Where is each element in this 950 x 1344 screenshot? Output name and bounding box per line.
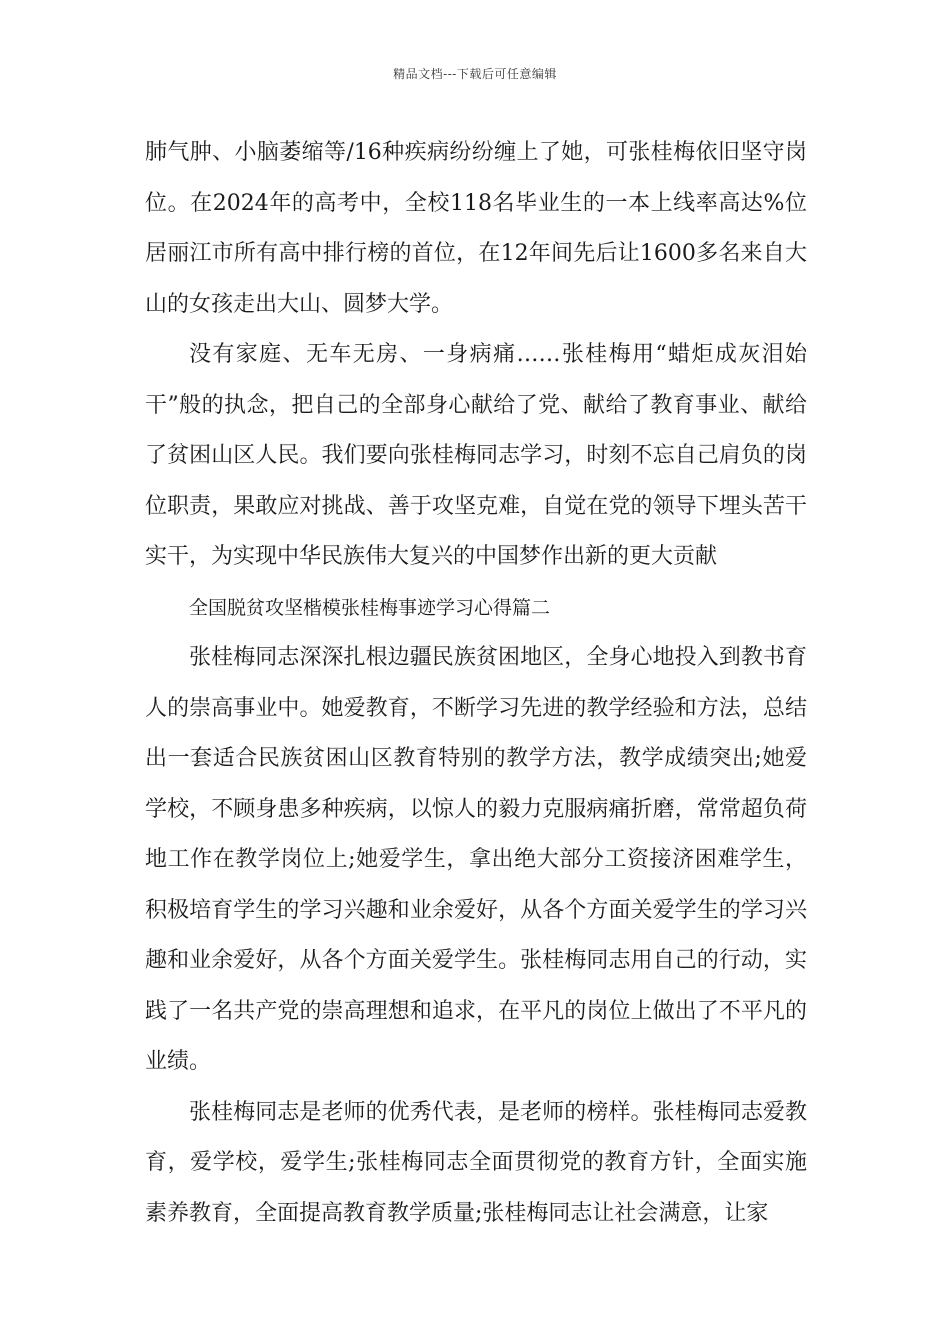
paragraph-continuation: 肺气肿、小脑萎缩等/16种疾病纷纷缠上了她，可张桂梅依旧坚守岗位。在2024年的高考中，全校118名毕业生的一本上线率高达%位居丽江市所有高中排行榜的首位，在12年间先后让1600多名来自大山的女孩走出大山、圆梦大学。	[145, 140, 808, 317]
paragraph: 没有家庭、无车无房、一身病痛……张桂梅用“蜡炬成灰泪始干”般的执念，把自己的全部身心献给了党、献给了教育事业、献给了贫困山区人民。我们要向张桂梅同志学习，时刻不忘自己肩负的岗位职责，果敢应对挑战、善于攻坚克难，自觉在党的领导下埋头苦干实干，为实现中华民族伟大复兴的中国梦作出新的更大贡献	[145, 342, 807, 569]
paragraph: 张桂梅同志深深扎根边疆民族贫困地区，全身心地投入到教书育人的崇高事业中。她爱教育，不断学习先进的教学经验和方法，总结出一套适合民族贫困山区教育特别的教学方法，教学成绩突出;她爱学校，不顾身患多种疾病，以惊人的毅力克服病痛折磨，常常超负荷地工作在教学岗位上;她爱学生，拿出绝大部分工资接济困难学生，积极培育学生的学习兴趣和业余爱好，从各个方面关爱学生的学习兴趣和业余爱好，从各个方面关爱学生。张桂梅同志用自己的行动，实践了一名共产党的崇高理想和追求，在平凡的岗位上做出了不平凡的业绩。	[145, 645, 807, 1074]
document-body	[145, 128, 807, 1239]
section-heading: 全国脱贫攻坚楷模张桂梅事迹学习心得篇二	[189, 596, 551, 619]
page-header: 精品文档---下载后可任意编辑	[393, 67, 557, 81]
paragraph: 张桂梅同志是老师的优秀代表，是老师的榜样。张桂梅同志爱教育，爱学校，爱学生;张桂梅同志全面贯彻党的教育方针，全面实施素养教育，全面提高教育教学质量;张桂梅同志让社会满意，让家	[145, 1099, 807, 1226]
